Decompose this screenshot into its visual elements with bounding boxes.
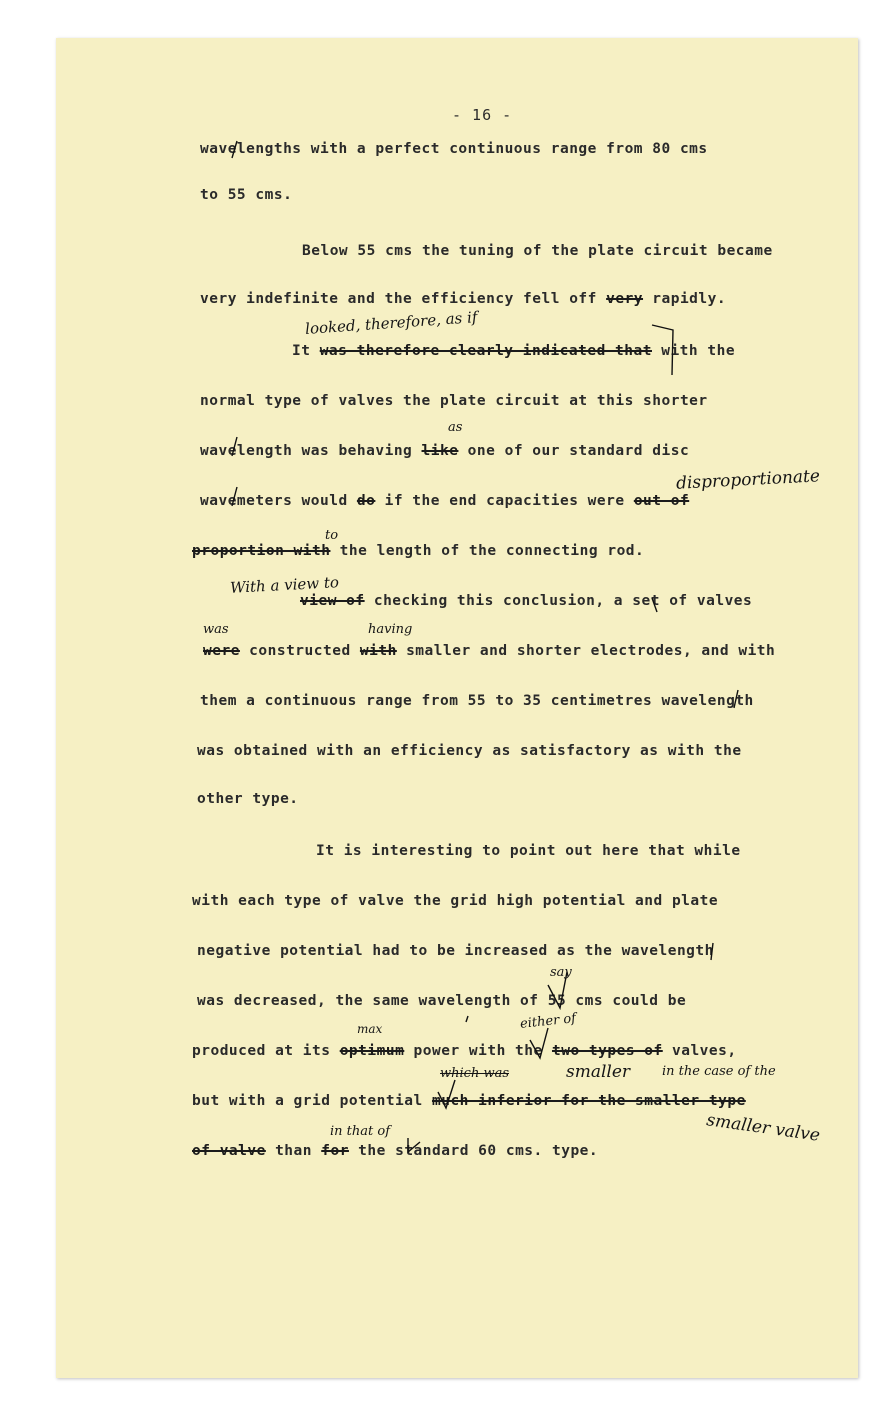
typed-text: very indefinite and the efficiency fell off — [200, 291, 607, 307]
typed-text: with each type of valve the grid high potential and plate — [192, 893, 719, 909]
typed-text: to 55 cms. — [200, 187, 293, 203]
typed-text: normal type of valves the plate circuit at this shorter — [200, 393, 708, 409]
typed-text: produced at its — [192, 1043, 340, 1059]
handwritten-annotation: was — [203, 622, 229, 637]
typed-text: one of our standard disc — [458, 443, 690, 459]
typed-text: smaller and shorter electrodes, and with — [396, 643, 776, 659]
struck-text: was therefore clearly indicated that — [319, 343, 652, 359]
typed-text: rapidly. — [643, 291, 727, 307]
typed-line — [200, 693, 754, 709]
handwritten-annotation: max — [357, 1022, 383, 1036]
typed-text: power with the — [404, 1043, 552, 1059]
struck-text: like — [421, 443, 459, 459]
typed-line — [192, 1093, 746, 1109]
struck-text: for — [321, 1143, 349, 1159]
typed-line — [200, 393, 708, 409]
typed-line — [300, 593, 752, 609]
typed-line — [197, 993, 686, 1009]
typed-text: wavelengths with a perfect continuous range from 80 cms — [200, 141, 708, 157]
handwritten-annotation: smaller — [566, 1062, 631, 1082]
typed-text: It is interesting to point out here that while — [316, 843, 741, 859]
handwritten-annotation: either of — [519, 1011, 577, 1032]
typed-text: them a continuous range from 55 to 35 centimetres wavelength — [200, 693, 754, 709]
struck-text: do — [356, 493, 376, 509]
handwritten-annotation: say — [550, 965, 572, 980]
typed-line — [192, 893, 718, 909]
struck-text: with — [359, 643, 397, 659]
typed-line — [197, 791, 299, 807]
struck-text: much inferior for the smaller type — [431, 1093, 746, 1109]
handwritten-annotation: disproportionate — [675, 466, 821, 494]
typed-text: valves, — [662, 1043, 737, 1059]
handwritten-annotation: looked, therefore, as if — [304, 308, 478, 338]
typed-text: It — [292, 343, 320, 359]
typed-line — [200, 493, 689, 509]
typed-line — [200, 141, 708, 157]
typed-line — [192, 543, 644, 559]
typed-line — [200, 187, 292, 203]
struck-text: very — [606, 291, 644, 307]
page-number: - 16 - — [452, 106, 513, 124]
typed-text: constructed — [239, 643, 360, 659]
typed-line — [316, 843, 741, 859]
handwritten-annotation: as — [448, 420, 463, 435]
typed-text: if the end capacities were — [375, 493, 634, 509]
handwritten-annotation: to — [325, 528, 339, 543]
handwritten-annotation: which was — [440, 1066, 509, 1081]
typed-line — [197, 943, 714, 959]
typed-text: but with a grid potential — [192, 1093, 432, 1109]
struck-text: optimum — [339, 1043, 405, 1059]
typed-text: negative potential had to be increased as the wavelength — [197, 943, 714, 959]
typed-text: was decreased, the same wavelength of 55 cms could be — [197, 993, 687, 1009]
typed-text: the length of the connecting rod. — [330, 543, 645, 559]
typed-text: than — [265, 1143, 322, 1159]
typed-text: other type. — [197, 791, 299, 807]
handwritten-annotation: smaller valve — [705, 1110, 822, 1146]
typed-line — [192, 1043, 737, 1059]
typed-text: was obtained with an efficiency as satisfactory as with the — [197, 743, 742, 759]
typed-text: with the — [651, 343, 736, 359]
struck-text: of valve — [192, 1143, 266, 1159]
handwritten-annotation: in the case of the — [662, 1064, 776, 1079]
typed-line — [197, 743, 742, 759]
typed-text: wavelength was behaving — [200, 443, 422, 459]
struck-text: two types of — [551, 1043, 663, 1059]
typed-text: wavemeters would — [200, 493, 357, 509]
struck-text: were — [203, 643, 240, 659]
typed-line — [192, 1143, 598, 1159]
struck-text: proportion with — [192, 543, 331, 559]
typed-line — [292, 343, 735, 359]
handwritten-annotation: in that of — [330, 1124, 391, 1139]
typed-line — [203, 643, 775, 659]
typed-line — [200, 291, 726, 307]
struck-text: view of — [300, 593, 365, 609]
typed-text: checking this conclusion, a set of valves — [364, 593, 753, 609]
typed-text: the standard 60 cms. type. — [348, 1143, 599, 1159]
typed-text: Below 55 cms the tuning of the plate circuit became — [302, 243, 773, 259]
handwritten-annotation: having — [368, 622, 413, 637]
typed-line — [302, 243, 773, 259]
struck-text: out of — [633, 493, 690, 509]
handwritten-annotation: With a view to — [229, 573, 340, 597]
typed-line — [200, 443, 689, 459]
